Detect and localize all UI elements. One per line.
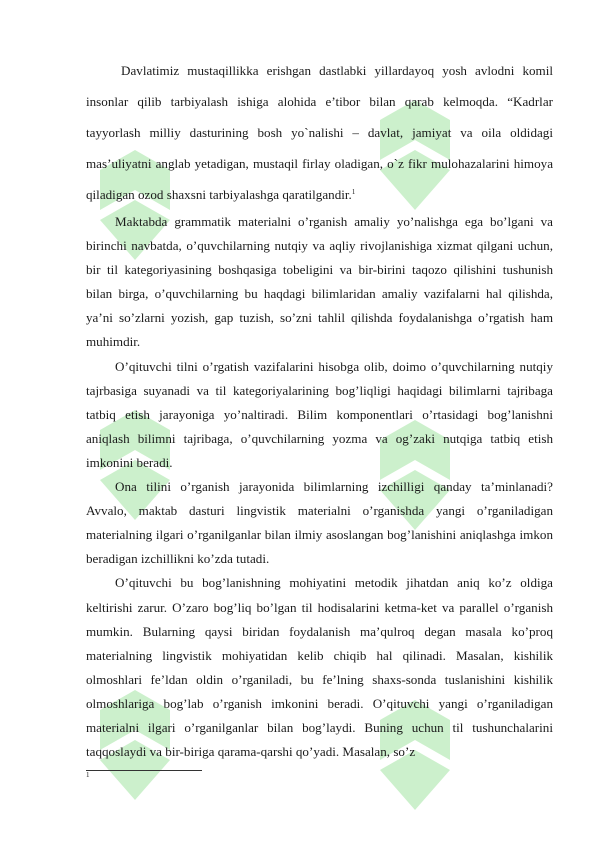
paragraph-teacher-tasks: O’qituvchi tilni o’rgatish vazifalarini hisobga olib, doimo o’quvchilarning nutqiy tajrbasiga suyanadi va til kategoriyalarining bog’liqligi haqidagi bilimlarni tajribaga tatbiq etish jarayoniga yo’naltiradi. Bilim komponentlari o’rtasidagi bog’lanishni aniqlash bilimni tajribaga, o’quvchilarning yozma va og’zaki nutqiga tatbiq etish imkonini beradi. xyxy=(86,358,553,470)
paragraph-grammar: Maktabda grammatik materialni o’rganish amaliy yo’nalishga ega bo’lgani va birinchi navbatda, o’quvchilarning nutqiy va aqliy rivojlanishiga xizmat qilgani uchun, bir til kategoriyasining boshqasiga tobeligini va bir-birini taqozo qilishini tushunish bilan birga, o’quvchilarning bu haqdagi bilimlaridan amaliy vazifalarni hal qilishda, ya’ni so’zlarni yozish, gap tuzish, so’zni tahlil qilishda foydalanishga o’rgatish ham muhimdir. xyxy=(86,214,553,350)
footnote-reference[interactable]: 1 xyxy=(351,188,356,196)
paragraph-intro-text: Davlatimiz mustaqillikka erishgan dastlabki yillardayoq yosh avlodni komil insonlar qilib tarbiyalash ishiga alohida e’tibor bilan qarab kelmoqda. “Kadrlar tayyorlash milliy dasturining bosh yo`nalishi – davlat, jamiyat va oila oldidagi mas’uliyatni anglab yetadigan, mustaqil firlay oladigan, o`z fikr mulohazalarini himoya qiladigan ozod shaxsni tarbiyalashga qaratilgandir. xyxy=(86,63,553,202)
document-body xyxy=(86,55,553,764)
paragraph-consistency: Ona tilini o’rganish jarayonida bilimlarning izchilligi qanday ta’minlanadi? Avvalo, maktab dasturi lingvistik materialni o’rganishda yangi o’rganiladigan materialning ilgari o’rganilganlar bilan ilmiy asoslangan bog’lanishini aniqlashga imkon beradigan izchillikni ko’zda tutadi. xyxy=(86,479,553,567)
footnote-divider xyxy=(86,770,202,771)
paragraph-connections: O’qituvchi bu bog’lanishning mohiyatini metodik jihatdan aniq ko’z oldiga keltirishi zarur. O’zaro bog’liq bo’lgan til hodisalarini ketma-ket va parallel o’rganish mumkin. Bularning qaysi biridan foydalanish ma’qulroq degan masala ko’proq materialning lingvistik mohiyatidan kelib chiqib hal qilinadi. Masalan, kishilik olmoshlari fe’ldan oldin o’rganiladi, bu fe’lning shaxs-sonda tuslanishini kishilik olmoshlariga bog’lab o’rganish imkonini beradi. O’qituvchi yangi o’rganiladigan materialni ilgari o’rganilganlar bilan bog’laydi. Buning uchun til tushunchalarini taqqoslaydi va bir-biriga qarama-qarshi qo’yadi. Masalan, so’z xyxy=(86,575,553,760)
footnote-number: 1 xyxy=(86,771,90,779)
paragraph-intro xyxy=(86,55,553,210)
